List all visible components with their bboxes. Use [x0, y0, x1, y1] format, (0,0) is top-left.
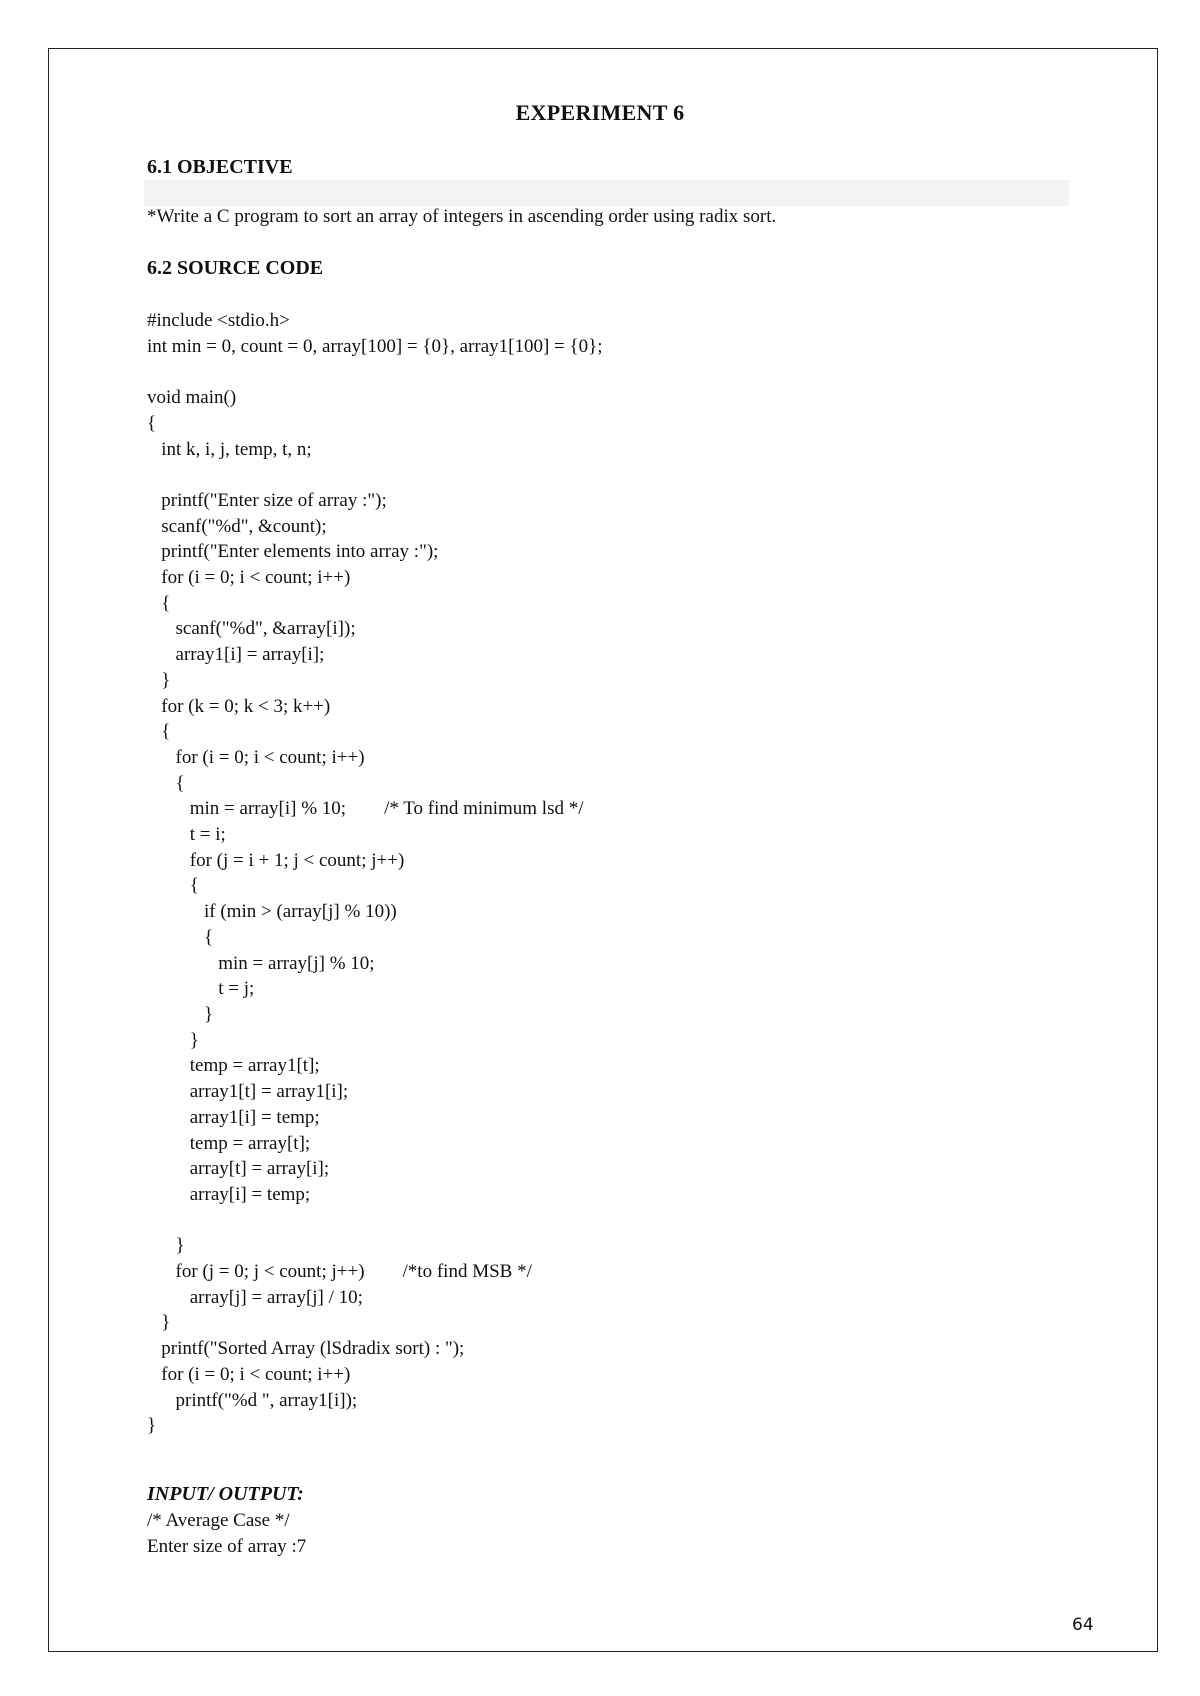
objective-text: *Write a C program to sort an array of integers in ascending order using radix sort. — [147, 206, 777, 227]
io-line: Enter size of array :7 — [147, 1536, 307, 1557]
objective-highlight — [144, 180, 1069, 206]
document-title: EXPERIMENT 6 — [515, 100, 685, 125]
io-line: /* Average Case */ — [147, 1510, 290, 1531]
page-number: 64 — [1072, 1615, 1094, 1635]
objective-heading: 6.1 OBJECTIVE — [147, 156, 293, 178]
source-code-heading: 6.2 SOURCE CODE — [147, 257, 324, 279]
io-heading: INPUT/ OUTPUT: — [147, 1483, 304, 1505]
source-code-block: #include <stdio.h> int min = 0, count = 0, array[100] = {0}, array1[100] = {0}; void main() { int k, i, j, temp, t, n; printf("Enter size of array :"); scanf("%d", &count); printf("Enter elements into array :"); for (i = 0; i < count; i++) { scanf("%d", &array[i]); array1[i] = array[i]; } for (k = 0; k < 3; k++) { for (i = 0; i < count; i++) { min = array[i] % 10; /* To find minimum lsd */ t = i; for (j = i + 1; j < count; j++) { if (min > (array[j] % 10)) { min = array[j] % 10; t = j; } } temp = array1[t]; array1[t] = array1[i]; array1[i] = temp; temp = array[t]; array[t] = array[i]; array[i] = temp; } for (j = 0; j < count; j++) /*to find MSB */ array[j] = array[j] / 10; } printf("Sorted Array (lSdradix sort) : "); for (i = 0; i < count; i++) printf("%d ", array1[i]); } — [147, 310, 603, 1437]
